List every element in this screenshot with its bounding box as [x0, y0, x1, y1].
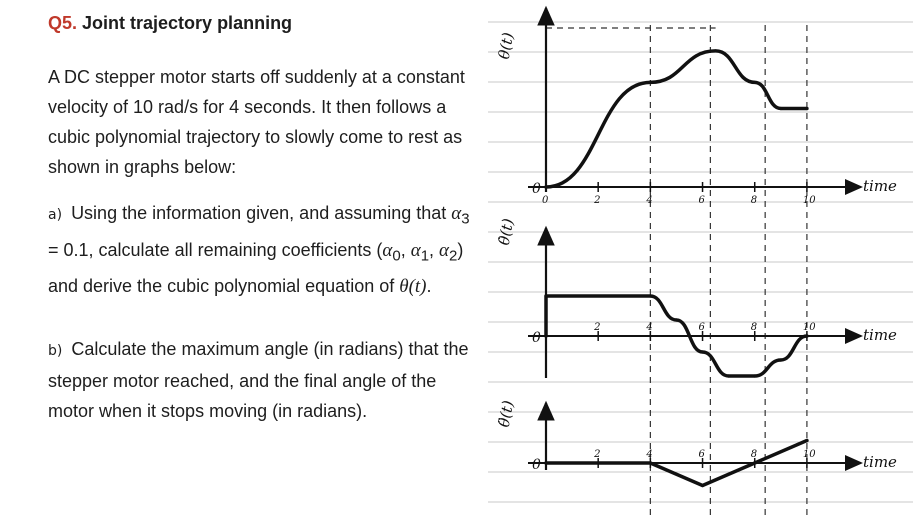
intro-paragraph: A DC stepper motor starts off suddenly at a constant velocity of 10 rad/s for 4 seconds. It then follows a cubic polynomial trajectory to slowly come to rest as shown in graphs below: — [48, 67, 465, 177]
part-b-label: b) — [48, 343, 63, 359]
x-tick-label: 8 — [750, 449, 758, 460]
separator-1: , — [400, 239, 411, 260]
data-point — [805, 439, 808, 442]
x-tick-label: 8 — [750, 195, 758, 206]
theta-symbol: θ(t) — [399, 276, 427, 298]
alpha3-subscript: 3 — [461, 210, 470, 228]
x-tick-label: 4 — [646, 195, 653, 206]
alpha3-symbol: α — [451, 203, 462, 224]
origin-label: 0 — [532, 330, 541, 346]
trajectory-graphs — [488, 0, 913, 517]
x-axis-label: time — [863, 326, 897, 344]
data-point — [805, 334, 808, 337]
data-series — [546, 51, 807, 187]
x-tick-label: 0 — [542, 195, 549, 206]
part-a-paragraph — [48, 198, 478, 302]
data-point — [649, 294, 652, 297]
data-point — [753, 461, 756, 464]
data-point — [805, 107, 808, 110]
data-point — [701, 350, 704, 353]
data-point — [714, 49, 717, 52]
part-a-text-2: = 0.1, calculate all remaining coefficients ( — [48, 239, 383, 260]
data-point — [753, 374, 756, 377]
data-point — [727, 374, 730, 377]
data-point — [779, 358, 782, 361]
alpha2-symbol: α — [439, 239, 450, 261]
data-point — [649, 81, 652, 84]
x-axis-label: time — [863, 453, 897, 471]
origin-label: 0 — [532, 181, 541, 197]
x-tick-label: 2 — [594, 322, 601, 333]
x-tick-label: 4 — [646, 449, 653, 460]
x-tick-label: 10 — [802, 195, 816, 206]
part-a-text-1: Using the information given, and assuming that — [71, 203, 452, 223]
data-point — [544, 461, 547, 464]
x-tick-label: 10 — [802, 449, 816, 460]
chart-1 — [495, 8, 897, 206]
data-point — [649, 461, 652, 464]
alpha1-subscript: 1 — [420, 247, 430, 265]
x-tick-label: 6 — [698, 322, 705, 333]
part-a-text-4: . — [426, 276, 432, 297]
x-tick-label: 2 — [594, 449, 601, 460]
data-point — [753, 81, 756, 84]
y-axis-label: θ̇(t) — [494, 217, 518, 247]
part-b-text: Calculate the maximum angle (in radians) that the stepper motor reached, and the final angle of the motor when it stops moving (in radians). — [48, 339, 469, 421]
data-point — [544, 294, 547, 297]
question-number: Q5. — [48, 13, 78, 33]
x-axis-label: time — [863, 177, 897, 195]
x-tick-label: 6 — [698, 195, 705, 206]
data-point — [544, 334, 547, 337]
x-tick-label: 8 — [750, 322, 758, 333]
separator-2: , — [429, 239, 440, 260]
notebook-lines — [488, 22, 913, 502]
x-tick-label: 4 — [646, 322, 653, 333]
x-tick-label: 10 — [802, 322, 816, 333]
chart-2 — [495, 217, 897, 378]
alpha2-subscript: 2 — [449, 247, 458, 265]
data-point — [544, 185, 547, 188]
alpha0-subscript: 0 — [392, 247, 401, 265]
y-axis-label: θ̈(t) — [494, 399, 518, 429]
part-a-text-3: ) and derive the cubic polynomial equation of — [48, 239, 464, 297]
data-point — [675, 318, 678, 321]
x-tick-label: 2 — [594, 195, 601, 206]
data-point — [779, 107, 782, 110]
question-title: Joint trajectory planning — [82, 13, 293, 33]
alpha0-symbol: α — [382, 239, 393, 261]
part-a-label: a) — [48, 207, 63, 223]
data-point — [701, 484, 704, 487]
origin-label: 0 — [532, 457, 541, 473]
question-text — [48, 8, 478, 421]
alpha1-symbol: α — [410, 239, 421, 261]
y-axis-label: θ(t) — [494, 31, 518, 61]
question-heading — [48, 8, 478, 38]
x-tick-label: 6 — [698, 449, 705, 460]
part-b-paragraph — [48, 334, 478, 426]
